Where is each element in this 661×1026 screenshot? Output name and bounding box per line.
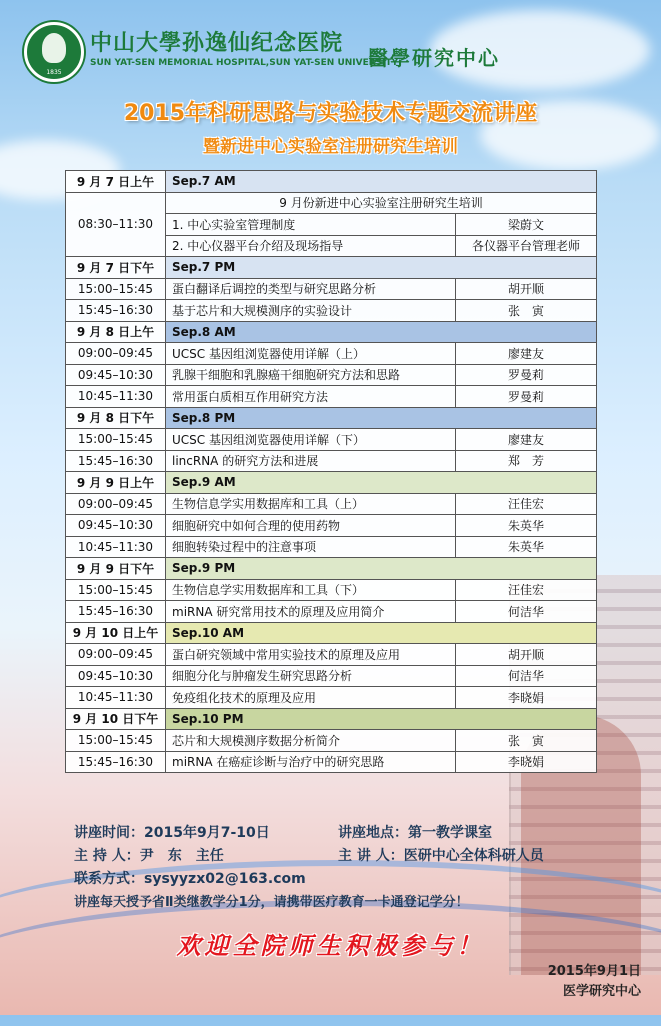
lecture-topic: 免疫组化技术的原理及应用 (166, 687, 456, 709)
session-label: Sep.8 PM (166, 407, 597, 429)
schedule-row (66, 192, 597, 214)
session-time: 09:00–09:45 (66, 493, 166, 515)
lecture-speaker: 何洁华 (456, 601, 597, 623)
session-date: 9 月 9 日下午 (66, 558, 166, 580)
lecture-speaker: 郑 芳 (456, 450, 597, 472)
welcome-slogan: 欢迎全院师生积极参与！ (176, 932, 485, 960)
schedule-row (66, 429, 597, 451)
session-date: 9 月 10 日下午 (66, 708, 166, 730)
session-time: 15:00–15:45 (66, 278, 166, 300)
schedule-row (66, 450, 597, 472)
hospital-logo (24, 22, 84, 82)
header (20, 20, 640, 90)
lecture-speaker: 胡开顺 (456, 278, 597, 300)
credit-note: 讲座每天授予省Ⅱ类继教学分1分，请携带医疗教育一卡通登记学分！ (74, 895, 469, 910)
footer-date: 2015年9月1日 (547, 964, 641, 979)
lecture-topic: UCSC 基因组浏览器使用详解（上） (166, 343, 456, 365)
schedule-row (66, 601, 597, 623)
session-header-row (66, 472, 597, 494)
lecture-speaker: 朱英华 (456, 515, 597, 537)
poster-subtitle: 暨新进中心实验室注册研究生培训 (203, 137, 458, 157)
session-label: Sep.8 AM (166, 321, 597, 343)
lecture-topic: 细胞分化与肿瘤发生研究思路分析 (166, 665, 456, 687)
session-header-row (66, 622, 597, 644)
lecture-speaker: 张 寅 (456, 300, 597, 322)
session-date: 9 月 7 日上午 (66, 171, 166, 193)
lecture-topic: 生物信息学实用数据库和工具（下） (166, 579, 456, 601)
session-date: 9 月 7 日下午 (66, 257, 166, 279)
session-time: 15:00–15:45 (66, 429, 166, 451)
lecture-topic: 基于芯片和大规模测序的实验设计 (166, 300, 456, 322)
schedule-row (66, 644, 597, 666)
lecture-speaker: 罗曼莉 (456, 364, 597, 386)
hospital-name-en: SUN YAT-SEN MEMORIAL HOSPITAL,SUN YAT-SEN UNIVERSITY (90, 58, 399, 68)
lecture-time: 讲座时间：2015年9月7-10日 (74, 825, 270, 841)
lecture-speaker: 罗曼莉 (456, 386, 597, 408)
contact-email: 联系方式：sysyyzx02@163.com (74, 871, 306, 887)
lecture-topic: 芯片和大规模测序数据分析简介 (166, 730, 456, 752)
lecture-speaker: 朱英华 (456, 536, 597, 558)
lecture-speaker: 主 讲 人：医研中心全体科研人员 (338, 848, 544, 864)
session-time: 10:45–11:30 (66, 536, 166, 558)
schedule-row (66, 536, 597, 558)
session-time: 09:00–09:45 (66, 644, 166, 666)
lecture-speaker: 李晓娟 (456, 751, 597, 773)
lecture-speaker: 梁蔚文 (456, 214, 597, 236)
schedule-table (65, 170, 597, 773)
lecture-topic: 细胞转染过程中的注意事项 (166, 536, 456, 558)
session-time: 08:30–11:30 (66, 192, 166, 257)
lecture-topic: UCSC 基因组浏览器使用详解（下） (166, 429, 456, 451)
session-date: 9 月 9 日上午 (66, 472, 166, 494)
lecture-place: 讲座地点：第一教学课室 (338, 825, 492, 841)
footer-org: 医学研究中心 (562, 984, 641, 999)
session-time: 09:45–10:30 (66, 515, 166, 537)
session-time: 15:00–15:45 (66, 579, 166, 601)
lecture-speaker: 廖建友 (456, 343, 597, 365)
session-time: 09:00–09:45 (66, 343, 166, 365)
lecture-topic: 1. 中心实验室管理制度 (166, 214, 456, 236)
lecture-speaker: 汪佳宏 (456, 579, 597, 601)
lecture-topic: 细胞研究中如何合理的使用药物 (166, 515, 456, 537)
session-time: 09:45–10:30 (66, 665, 166, 687)
session-date: 9 月 10 日上午 (66, 622, 166, 644)
lecture-speaker: 各仪器平台管理老师 (456, 235, 597, 257)
lecture-topic: 蛋白研究领域中常用实验技术的原理及应用 (166, 644, 456, 666)
session-label: Sep.7 AM (166, 171, 597, 193)
lecture-topic: 乳腺干细胞和乳腺癌干细胞研究方法和思路 (166, 364, 456, 386)
session-date: 9 月 8 日下午 (66, 407, 166, 429)
schedule-row (66, 730, 597, 752)
schedule-row (66, 300, 597, 322)
schedule-row (66, 515, 597, 537)
session-header-row (66, 321, 597, 343)
lecture-speaker: 廖建友 (456, 429, 597, 451)
schedule-row (66, 579, 597, 601)
session-header-row (66, 558, 597, 580)
session-time: 15:45–16:30 (66, 450, 166, 472)
schedule-row (66, 364, 597, 386)
session-time: 10:45–11:30 (66, 687, 166, 709)
session-time: 10:45–11:30 (66, 386, 166, 408)
lecture-topic: 蛋白翻译后调控的类型与研究思路分析 (166, 278, 456, 300)
session-header-row (66, 708, 597, 730)
logo-year: 1835 (46, 69, 62, 76)
schedule-row (66, 687, 597, 709)
training-title: 9 月份新进中心实验室注册研究生培训 (166, 192, 597, 214)
session-header-row (66, 407, 597, 429)
schedule-row (66, 343, 597, 365)
session-header-row (66, 171, 597, 193)
lecture-speaker: 李晓娟 (456, 687, 597, 709)
lecture-speaker: 胡开顺 (456, 644, 597, 666)
session-time: 15:45–16:30 (66, 601, 166, 623)
session-time: 09:45–10:30 (66, 364, 166, 386)
schedule-row (66, 278, 597, 300)
lecture-topic: lincRNA 的研究方法和进展 (166, 450, 456, 472)
session-time: 15:45–16:30 (66, 751, 166, 773)
lecture-speaker: 张 寅 (456, 730, 597, 752)
schedule-row (66, 386, 597, 408)
lecture-topic: miRNA 在癌症诊断与治疗中的研究思路 (166, 751, 456, 773)
session-time: 15:00–15:45 (66, 730, 166, 752)
lecture-host: 主 持 人：尹 东 主任 (74, 848, 224, 864)
lecture-topic: miRNA 研究常用技术的原理及应用简介 (166, 601, 456, 623)
portrait-icon (42, 33, 66, 63)
hospital-name-cn: 中山大學孙逸仙纪念医院 (90, 31, 344, 56)
lecture-speaker: 汪佳宏 (456, 493, 597, 515)
lecture-topic: 2. 中心仪器平台介绍及现场指导 (166, 235, 456, 257)
session-time: 15:45–16:30 (66, 300, 166, 322)
schedule-row (66, 493, 597, 515)
session-header-row (66, 257, 597, 279)
schedule-row (66, 665, 597, 687)
lecture-topic: 生物信息学实用数据库和工具（上） (166, 493, 456, 515)
session-label: Sep.10 AM (166, 622, 597, 644)
lecture-speaker: 何洁华 (456, 665, 597, 687)
lecture-topic: 常用蛋白质相互作用研究方法 (166, 386, 456, 408)
center-name: 醫學研究中心 (368, 46, 500, 70)
session-label: Sep.7 PM (166, 257, 597, 279)
schedule-row (66, 751, 597, 773)
session-label: Sep.9 AM (166, 472, 597, 494)
session-label: Sep.10 PM (166, 708, 597, 730)
poster-title: 2015年科研思路与实验技术专题交流讲座 (123, 101, 538, 126)
session-date: 9 月 8 日上午 (66, 321, 166, 343)
session-label: Sep.9 PM (166, 558, 597, 580)
